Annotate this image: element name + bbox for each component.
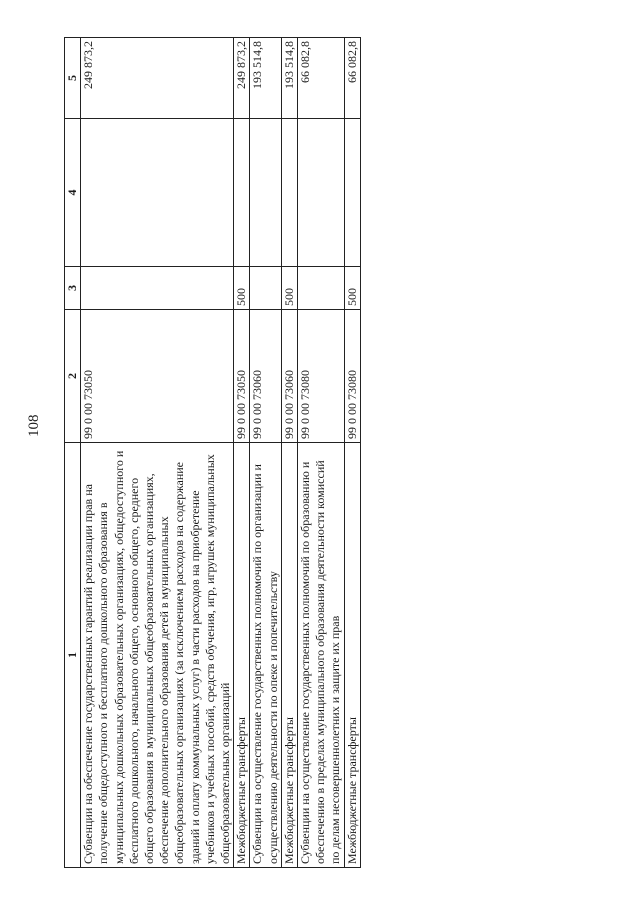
budget-table: [64, 37, 361, 868]
row-code: 99 0 00 73080: [298, 310, 345, 443]
row-vr: [298, 267, 345, 310]
row-name: Межбюджетные трансферты: [344, 443, 360, 868]
row-vr: 500: [234, 267, 250, 310]
row-vr: [81, 267, 234, 310]
row-col4: [298, 119, 345, 267]
row-code: 99 0 00 73060: [250, 310, 281, 443]
row-col4: [81, 119, 234, 267]
table-row: [298, 38, 345, 868]
row-amount: 193 514,8: [250, 38, 281, 119]
row-amount: 193 514,8: [281, 38, 297, 119]
row-col4: [281, 119, 297, 267]
row-name: Межбюджетные трансферты: [234, 443, 250, 868]
table-row: [281, 38, 297, 868]
row-code: 99 0 00 73050: [234, 310, 250, 443]
page-number: 108: [26, 414, 42, 437]
row-amount: 66 082,8: [298, 38, 345, 119]
row-vr: 500: [344, 267, 360, 310]
rotated-page-content: [64, 38, 361, 868]
row-code: 99 0 00 73050: [81, 310, 234, 443]
table-row: [234, 38, 250, 868]
column-header-2: 2: [65, 310, 81, 443]
row-amount: 66 082,8: [344, 38, 360, 119]
column-header-3: 3: [65, 267, 81, 310]
row-code: 99 0 00 73060: [281, 310, 297, 443]
row-col4: [344, 119, 360, 267]
row-col4: [234, 119, 250, 267]
table-row: [250, 38, 281, 868]
row-vr: 500: [281, 267, 297, 310]
column-header-4: 4: [65, 119, 81, 267]
row-name: Субвенции на обеспечение государственных гарантий реализации прав на получение общедоступного и бесплатного дошкольного образования в муниципальных дошкольных образовательных организациях, общедоступного и бесплатного дошкольного, начального общего, основного общего, среднего общего образования в муниципальных общеобразовательных организациях, обеспечение дополнительного образования детей в муниципальных общеобразовательных организациях (за исключением расходов на содержание зданий и оплату коммунальных услуг) в части расходов на приобретение учебников и учебных пособий, средств обучения, игр, игрушек муниципальных общеобразовательных организаций: [81, 443, 234, 868]
row-vr: [250, 267, 281, 310]
table-row: [344, 38, 360, 868]
row-name: Субвенции на осуществление государственных полномочий по организации и осуществлению деятельности по опеке и попечительству: [250, 443, 281, 868]
column-header-1: 1: [65, 443, 81, 868]
row-amount: 249 873,2: [81, 38, 234, 119]
row-col4: [250, 119, 281, 267]
row-name: Межбюджетные трансферты: [281, 443, 297, 868]
row-code: 99 0 00 73080: [344, 310, 360, 443]
row-name: Субвенции на осуществление государственных полномочий по образованию и обеспечению в пределах муниципального образования деятельности комиссий по делам несовершеннолетних и защите их прав: [298, 443, 345, 868]
column-header-5: 5: [65, 38, 81, 119]
table-row: [81, 38, 234, 868]
row-amount: 249 873,2: [234, 38, 250, 119]
table-header-row: [65, 38, 81, 868]
